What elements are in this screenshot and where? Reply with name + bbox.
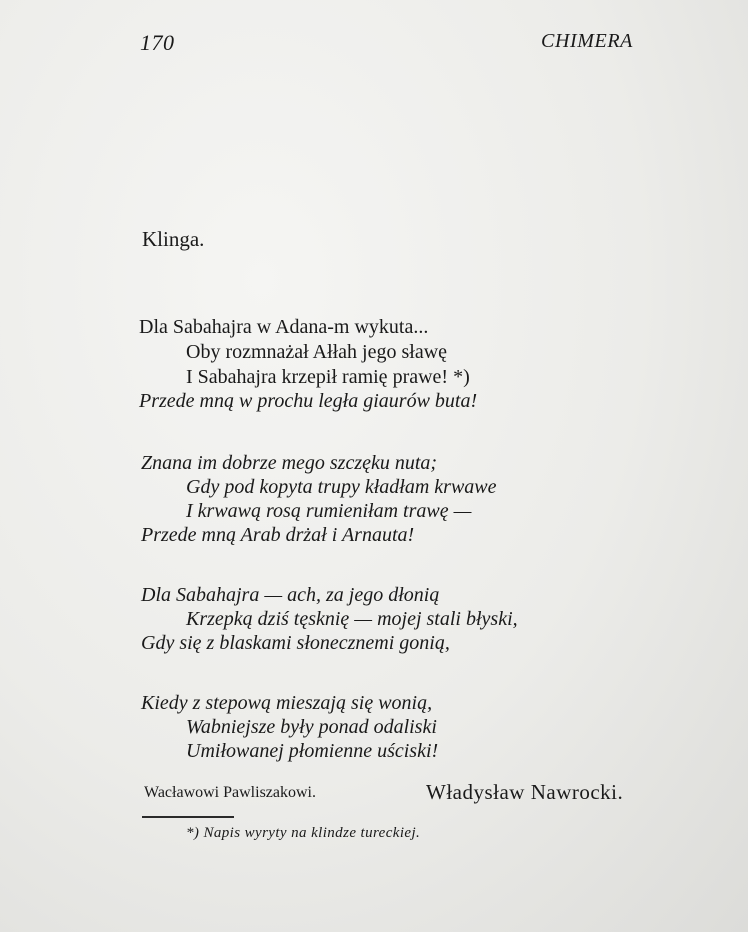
poem-line: I krwawą rosą rumieniłam trawę — xyxy=(186,500,472,522)
poem-line: Przede mną w prochu legła giaurów buta! xyxy=(139,390,478,412)
page-number: 170 xyxy=(140,30,175,55)
author-signature: Władysław Nawrocki. xyxy=(426,780,624,804)
footnote: *) Napis wyryty na klindze tureckiej. xyxy=(186,825,421,841)
poem-line: Krzepką dziś tęsknię — mojej stali błyski, xyxy=(186,608,518,630)
poem-line: Gdy się z blaskami słonecznemi gonią, xyxy=(141,632,450,654)
poem-line: Przede mną Arab drżał i Arnauta! xyxy=(141,524,415,546)
poem-line: Umiłowanej płomienne uściski! xyxy=(186,740,439,762)
journal-title: CHIMERA xyxy=(541,30,633,52)
poem-line: I Sabahajra krzepił ramię prawe! *) xyxy=(186,366,470,388)
poem-line: Dla Sabahajra w Adana-m wykuta... xyxy=(139,316,429,338)
footnote-divider xyxy=(142,816,234,818)
dedication: Wacławowi Pawliszakowi. xyxy=(144,784,316,801)
poem-line: Dla Sabahajra — ach, za jego dłonią xyxy=(141,584,440,606)
poem-title: Klinga. xyxy=(142,227,205,251)
poem-line: Gdy pod kopyta trupy kładłam krwawe xyxy=(186,476,497,498)
poem-line: Wabniejsze były ponad odaliski xyxy=(186,716,437,738)
poem-line: Kiedy z stepową mieszają się wonią, xyxy=(141,692,433,714)
poem-line: Oby rozmnażał Ałłah jego sławę xyxy=(186,341,448,363)
poem-line: Znana im dobrze mego szczęku nuta; xyxy=(141,452,438,474)
